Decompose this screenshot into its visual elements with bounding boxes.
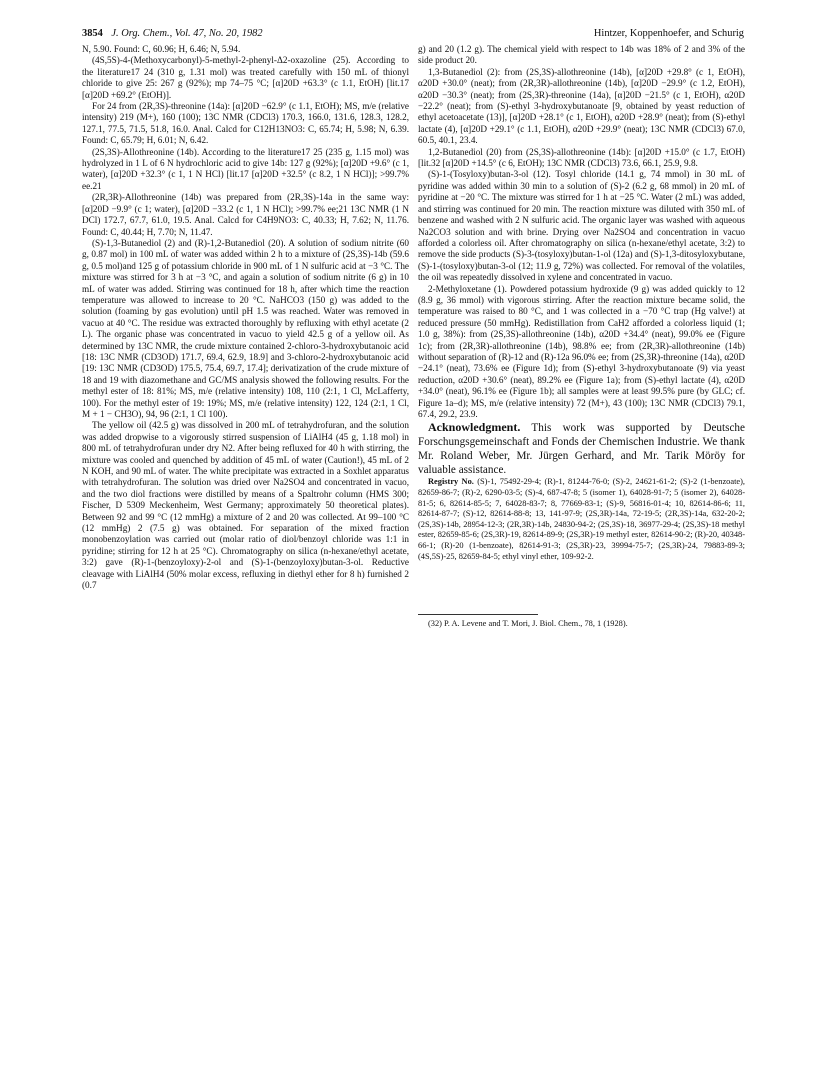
paragraph: (S)-1-(Tosyloxy)butan-3-ol (12). Tosyl chloride (14.1 g, 74 mmol) in 30 mL of pyridine was added within 30 min to a solution of (S)-2 (6.2 g, 68 mmol) in 20 mL of pyridine at −20 °C. The mixture was stirred for 1 h at −25 °C. Water (2 mL) was added, and stirring was continued for 20 min. The reaction mixture was diluted with 350 mL of benzene and washed with 2 N sulfuric acid. The organic layer was washed with aqueous Na2CO3 solution and with brine. Drying over Na2SO4 and concentration in vacuo afforded a colorless oil. After chromatography on silica (n-hexane/ethyl acetate, 3:2) to remove the side products (S)-3-(tosyloxy)butan-1-ol (12a) and (S)-1,3-ditosyloxybutane, (S)-1-(tosyloxy)butan-3-ol (12; 11.9 g, 72%) was collected. For removal of the volatiles, the oil was repeatedly dissolved in xylene and concentrated in vacuo.: [418, 169, 745, 283]
page-number: 3854: [82, 28, 103, 39]
left-column: [82, 44, 409, 592]
running-authors: Hintzer, Koppenhoefer, and Schurig: [593, 28, 744, 39]
paragraph: (4S,5S)-4-(Methoxycarbonyl)-5-methyl-2-phenyl-Δ2-oxazoline (25). According to the literature17 24 (310 g, 1.31 mol) was treated carefully with 150 mL of thionyl chloride to give 25: 267 g (92%); mp 74–75 °C; [α]20D +63.3° (c 1.1, EtOH) [lit.17 [α]20D +69.2° (EtOH)].: [82, 55, 409, 100]
registry-heading: Registry No.: [428, 477, 474, 487]
footnote: (32) P. A. Levene and T. Mori, J. Biol. Chem., 78, 1 (1928).: [428, 619, 628, 629]
paragraph: 1,3-Butanediol (2): from (2S,3S)-allothreonine (14b), [α]20D +29.8° (c 1, EtOH), α20D +30.0° (neat); from (2R,3R)-allothreonine (14b), [α]20D −29.9° (c 1.2, EtOH), α20D −30.3° (neat); from (2S,3R)-threonine (14a), [α]20D −21.5° (c 1, EtOH), α20D −22.2° (neat); from (S)-ethyl 3-hydroxybutanoate [9, obtained by yeast reduction of ethyl acetoacetate (13)], [α]20D +28.1° (c 1, EtOH), α20D +28.9° (neat); from (S)-ethyl lactate (4), [α]20D +29.1° (c 1.1, EtOH), α20D +29.9° (neat); 13C NMR (CDCl3) 67.0, 60.5, 40.1, 23.4.: [418, 66, 745, 146]
acknowledgment-heading: Acknowledgment.: [428, 420, 521, 435]
registry-numbers: [418, 477, 745, 562]
registry-text: (S)-1, 75492-29-4; (R)-1, 81244-76-0; (S)-2, 24621-61-2; (S)-2 (1-benzoate), 82659-86-7; (R)-2, 6290-03-5; (S)-4, 687-47-8; 5 (isomer 1), 64028-91-7; 5 (isomer 2), 64028-81-5; 6, 82614-85-5; 7, 64028-83-7; 8, 77669-83-1; (S)-9, 56816-01-4; 10, 82614-86-6; 11, 82614-87-7; (S)-12, 82614-88-8; 13, 141-97-9; (2S,3R)-14a, 72-19-5; (2R,3S)-14a, 632-20-2; (2S,3S)-14b, 28954-12-3; (2R,3R)-14b, 24830-94-2; (2S,3S)-18, 36977-29-4; (2S,3S)-18 methyl ester, 82659-85-6; (2S,3R)-19, 82614-89-9; (2S,3R)-19 methyl ester, 82614-90-2; (R)-20, 40348-66-1; (R)-20 (1-benzoate), 82614-91-3; (2S,3R)-23, 39994-75-7; (2S,3R)-24, 79883-89-3; (4S,5S)-25, 82659-84-5; ethyl vinyl ether, 109-92-2.: [418, 477, 746, 561]
paragraph: g) and 20 (1.2 g). The chemical yield with respect to 14b was 18% of 2 and 3% of the side product 20.: [418, 44, 745, 66]
paragraph: 1,2-Butanediol (20) from (2S,3S)-allothreonine (14b): [α]20D +15.0° (c 1.7, EtOH) [lit.32 [α]20D +14.5° (c 6, EtOH); 13C NMR (CDCl3) 73.6, 66.1, 25.9, 9.8.: [418, 146, 745, 169]
page-header: [82, 26, 744, 42]
paragraph: 2-Methyloxetane (1). Powdered potassium hydroxide (9 g) was added quickly to 12 (8.9 g, 36 mmol) with vigorous stirring. After the reaction mixture became solid, the temperature was raised to 80 °C, and 1 was collected in a −70 °C trap (Hg valve!) at reduced pressure (50 mmHg). Redistillation from CaH2 afforded a colorless liquid (1; 1.0 g, 38%): from (2S,3S)-allothreonine (14b), α20D +34.4° (neat), 99.0% ee (Figure 1c); from (2R,3R)-allothreonine (14b), 98.8% ee; from (2R,3R)-allothreonine (14b) without separation of (R)-12 and (R)-12a 96.0% ee; from (2S,3R)-threonine (14a), α20D −24.1° (neat), 73.6% ee (Figure 1d); from (S)-ethyl 3-hydroxybutanoate (9) via yeast reduction, α20D +30.6° (neat), 89.2% ee (Figure 1a); from (S)-ethyl lactate (4), α20D +34.0° (neat), 96.1% ee (Figure 1b); all samples were at least 99.5% pure (by GLC; cf. Figure 1a–d); MS, m/e (relative intensity) 72 (M+), 43 (100); 13C NMR (CDCl3) 79.1, 67.4, 29.2, 23.9.: [418, 283, 745, 419]
paragraph: For 24 from (2R,3S)-threonine (14a): [α]20D −62.9° (c 1.1, EtOH); MS, m/e (relative intensity) 219 (M+), 160 (100); 13C NMR (CDCl3) 170.3, 166.0, 131.6, 128.3, 128.2, 127.1, 77.5, 71.5, 51.8, 16.0. Anal. Calcd for C12H13NO3: C, 65.74; H, 5.98; N, 6.39. Found: C, 65.79; H, 6.01; N, 6.42.: [82, 101, 409, 146]
paragraph: (2S,3S)-Allothreonine (14b). According to the literature17 25 (235 g, 1.15 mol) was hydrolyzed in 1 L of 6 N hydrochloric acid to give 14b: 127 g (92%); [α]20D +9.6° (c 1, water), [α]20D +32.3° (c 1, 1 N HCl) [lit.17 [α]20D +32.5° (c 8.2, 1 N HCl)]; >99.7% ee.21: [82, 146, 409, 191]
paragraph: The yellow oil (42.5 g) was dissolved in 200 mL of tetrahydrofuran, and the solution was added dropwise to a vigorously stirred suspension of LiAlH4 (45 g, 1.18 mol) in 800 mL of tetrahydrofuran under dry N2. After being refluxed for 40 h with stirring, the mixture was cooled and quenched by addition of 45 mL of water (Caution!), 45 mL of 2 N KOH, and 90 mL of water. The white precipitate was extracted in a Soxhlet apparatus with tetrahydrofuran. The solution was dried over Na2SO4 and concentrated in vacuo, and the two diol fractions were distilled by means of a Spaltrohr column (HMS 300; Fischer, D 5309 Meckenheim, West Germany; approximately 50 theoretical plates). Between 92 and 99 °C (12 mmHg) a mixture of 2 and 20 was collected. At 99–100 °C (12 mmHg) 2 (7.5 g) was obtained. For separation of the mixed fraction monobenzoylation was carried out (molar ratio of diol/benzoyl chloride was 1:1 in pyridine; stirring for 12 h at 25 °C). Chromatography on silica (n-hexane/ethyl acetate, 3:2) gave (R)-1-(benzoyloxy)-2-ol and (S)-1-(benzoyloxy)butan-3-ol. Reductive cleavage with LiAlH4 (50% molar excess, refluxing in diethyl ether for 8 h) furnished 2 (0.7: [82, 420, 409, 591]
paragraph: (2R,3R)-Allothreonine (14b) was prepared from (2R,3S)-14a in the same way: [α]20D −9.9° (c 1; water), [α]20D −33.2 (c 1, 1 N HCl); >99.7% ee;21 13C NMR (1 N DCl) 172.7, 67.7, 61.0, 19.5. Anal. Calcd for C4H9NO3: C, 40.33; H, 7.62; N, 11.76. Found: C, 40.44; H, 7.70; N, 11.47.: [82, 192, 409, 237]
right-column: [418, 44, 745, 630]
footnote-divider: [418, 614, 538, 615]
acknowledgment-text: This work was supported by Deutsche Forschungsgemeinschaft and Fonds der Chemischen Industrie. We thank Mr. Roland Weber, Mr. Jürgen Gerhard, and Mr. Tarik Möröy for valuable assistance.: [418, 422, 745, 477]
paragraph: (S)-1,3-Butanediol (2) and (R)-1,2-Butanediol (20). A solution of sodium nitrite (60 g, 0.87 mol) in 100 mL of water was added within 2 h to a mixture of (2S,3S)-14b (59.6 g, 0.5 mol)and 125 g of potassium chloride in 900 mL of 1 N sulfuric acid at −3 °C. The mixture was stirred for 3 h at −3 °C, and again a solution of sodium nitrite (6 g) in 10 mL of water was added. Stirring was continued for 18 h, after which time the reaction temperature was allowed to increase to 20 °C. NaHCO3 (150 g) was added to the solution (foaming by gas evolution) until pH 1.5 was reached. Water was removed in vacuo at 40 °C. The residue was extracted thoroughly by refluxing with ethyl acetate (2 L). The organic phase was concentrated in vacuo to yield 42.5 g of a yellow oil. As determined by 13C NMR, the crude mixture contained 2-chloro-3-hydroxybutanoic acid [18: 13C NMR (CD3OD) 171.7, 69.4, 62.9, 18.9] and 3-chloro-2-hydroxybutanoic acid [19: 13C NMR (CD3OD) 175.5, 75.4, 69.7, 17.4]; derivatization of the crude mixture of 18 and 19 with diazomethane and GC/MS analysis showed the following results. For the methyl ester of 18: 81%; MS, m/e (relative intensity) 108, 110 (2:1, 1 Cl, McLafferty, 100). For the methyl ester of 19: 19%; MS, m/e (relative intensity) 122, 124 (2:1, 1 Cl, M + 1 − CH3O), 94, 96 (2:1, 1 Cl 100).: [82, 237, 409, 419]
paragraph: N, 5.90. Found: C, 60.96; H, 6.46; N, 5.94.: [82, 44, 241, 54]
journal-citation: J. Org. Chem., Vol. 47, No. 20, 1982: [111, 28, 263, 39]
acknowledgment: [418, 420, 745, 477]
